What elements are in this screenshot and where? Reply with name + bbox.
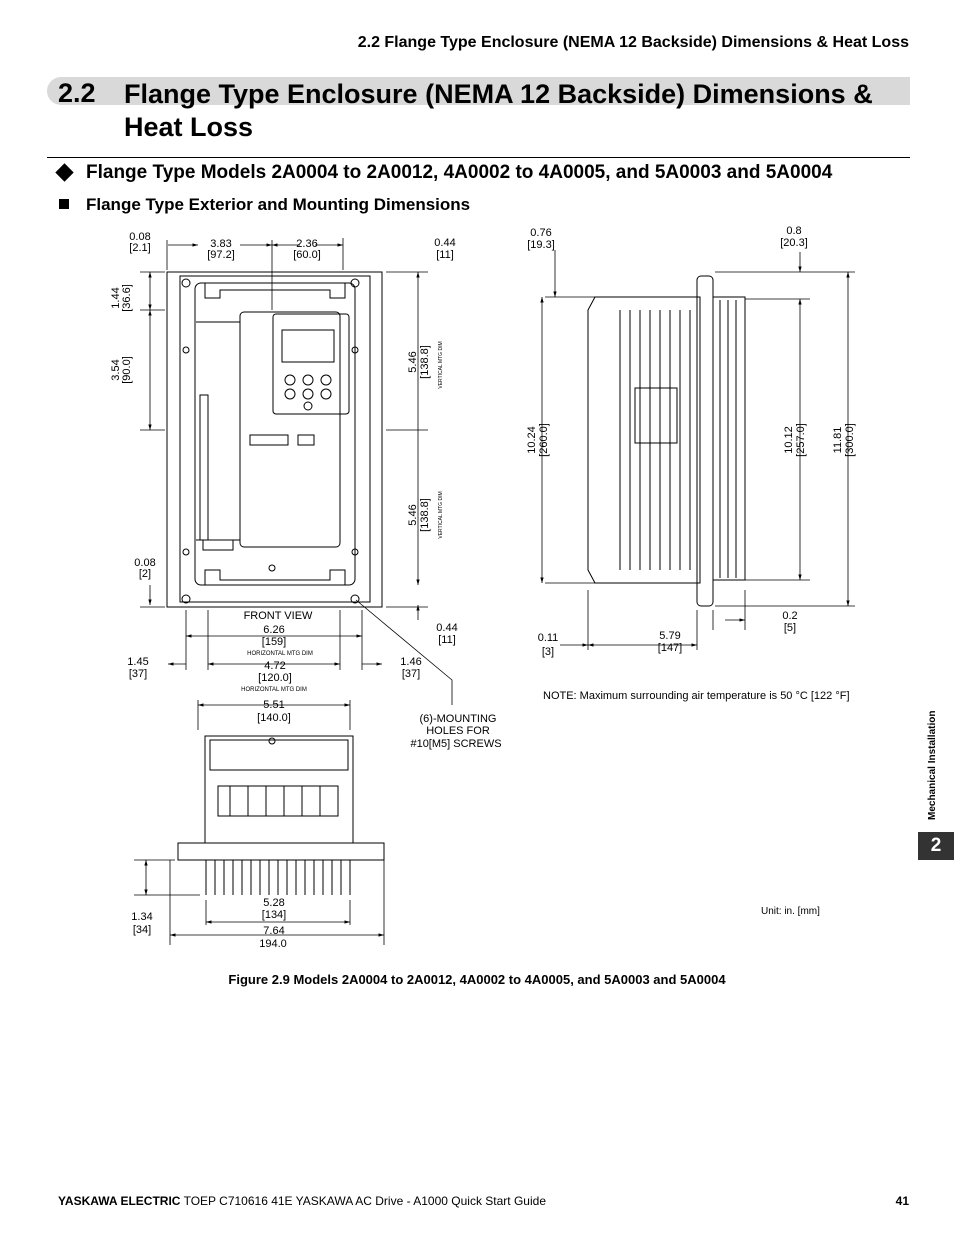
dim-bottom-margin-mm: [11] [438,634,456,646]
dim-top-offset: 0.8 [786,225,802,237]
subsection-title: Flange Type Models 2A0004 to 2A0012, 4A0002 to 4A0005, and 5A0003 and 5A0004 [86,162,833,183]
dim-bottom-width: 5.51 [263,699,285,711]
front-view-dimension-lines [140,238,452,705]
horizontal-mtg-dim-1: HORIZONTAL MTG DIM [247,651,313,657]
front-view [167,272,382,607]
dim-side-gap-mm: [3] [541,646,555,658]
dim-right-offset: 1.46 [400,656,422,668]
bottom-view [178,736,384,895]
dim-top-hole: 1.44 [110,287,122,309]
dim-top-margin: 0.44 [434,237,456,249]
dim-body-depth-mm: [147] [657,642,683,654]
dim-hole-to-center: 3.54 [110,359,122,381]
horizontal-mtg-dim-2: HORIZONTAL MTG DIM [241,687,307,693]
dim-fin-span-mm: [134] [261,909,287,921]
dim-flange-thickness: 0.2 [782,610,798,622]
bottom-view-dimension-lines [134,700,384,945]
dim-heatsink-height-mm: [257.0] [795,423,807,457]
dim-right-offset-mm: [37] [401,668,421,680]
mounting-note-line-3: #10[M5] SCREWS [410,738,502,750]
dim-top-hole-mm: [36.6] [121,284,133,312]
dim-width-half: 3.83 [210,238,232,250]
front-view-label: FRONT VIEW [243,610,313,622]
dim-lower-vertical-mm: [138.8] [419,498,431,532]
footer-doc: TOEP C710616 41E YASKAWA AC Drive - A1000 Quick Start Guide [180,1194,546,1208]
mounting-note-line-2: HOLES FOR [426,725,490,737]
dim-body-height: 10.24 [526,426,538,454]
dim-heatsink-height: 10.12 [783,426,795,454]
footer-document-info [58,1194,546,1208]
dim-front-depth: 0.76 [530,227,552,239]
dim-top-margin-mm: [11] [436,249,454,261]
dim-top-offset-mm: [20.3] [780,237,808,249]
dim-left-gap: 0.08 [129,231,151,243]
dim-upper-vertical: 5.46 [407,351,419,373]
footer-page-number: 41 [895,1194,909,1208]
dim-front-depth-mm: [19.3] [527,239,555,251]
side-tab-label: Mechanical Installation [927,710,938,820]
temperature-note: NOTE: Maximum surrounding air temperature is 50 °C [122 °F] [543,690,850,702]
dim-upper-vertical-mm: [138.8] [419,345,431,379]
dim-body-depth: 5.79 [659,630,681,642]
vertical-mtg-dim-2: VERTICAL MTG DIM [438,491,444,539]
dim-left-offset-mm: [37] [128,668,148,680]
dim-width-half-mm: [97.2] [207,249,235,261]
dim-flange-width-mm: 194.0 [259,938,287,950]
dim-inner-span: 4.72 [264,660,286,672]
dim-bottom-gap-mm: [2] [138,568,152,580]
dim-flange-height: 11.81 [832,426,844,454]
dim-hole-to-center-mm: [90.0] [121,356,133,384]
section-title: Flange Type Enclosure (NEMA 12 Backside) Dimensions & Heat Loss [124,79,873,142]
side-view [588,276,745,606]
dim-inner-span-mm: [120.0] [258,672,292,684]
dim-bottom-gap: 0.08 [134,557,156,569]
side-view-dimension-lines [542,250,855,650]
chapter-tab: 2 [918,832,954,860]
dim-flange-thickness-mm: [5] [783,622,797,634]
dim-fin-span: 5.28 [263,897,285,909]
dim-left-offset: 1.45 [127,656,149,668]
dim-width-right: 2.36 [296,238,318,250]
dim-body-height-mm: [260.0] [538,423,550,457]
dim-bottom-width-mm: [140.0] [257,712,291,724]
dim-fin-depth-mm: [34] [132,924,152,936]
dim-hole-span-mm: [159] [261,636,287,648]
dim-bottom-margin: 0.44 [436,622,458,634]
section-number: 2.2 [58,78,96,108]
dim-side-gap: 0.11 [537,632,559,644]
footer-brand: YASKAWA ELECTRIC [58,1194,181,1208]
dim-fin-depth: 1.34 [131,911,153,923]
dim-width-right-mm: [60.0] [293,249,321,261]
vertical-mtg-dim-1: VERTICAL MTG DIM [438,341,444,389]
dim-flange-width: 7.64 [263,925,285,937]
figure-caption: Figure 2.9 Models 2A0004 to 2A0012, 4A0002 to 4A0005, and 5A0003 and 5A0004 [228,972,726,987]
dim-lower-vertical: 5.46 [407,504,419,526]
unit-note: Unit: in. [mm] [761,906,820,917]
dim-hole-span: 6.26 [263,624,285,636]
subsubsection-title: Flange Type Exterior and Mounting Dimensions [86,195,471,214]
running-header: 2.2 Flange Type Enclosure (NEMA 12 Backside) Dimensions & Heat Loss [357,34,909,51]
dim-left-gap-mm: [2.1] [129,242,151,254]
mounting-note-line-1: (6)-MOUNTING [419,713,497,725]
dim-flange-height-mm: [300.0] [844,423,856,457]
